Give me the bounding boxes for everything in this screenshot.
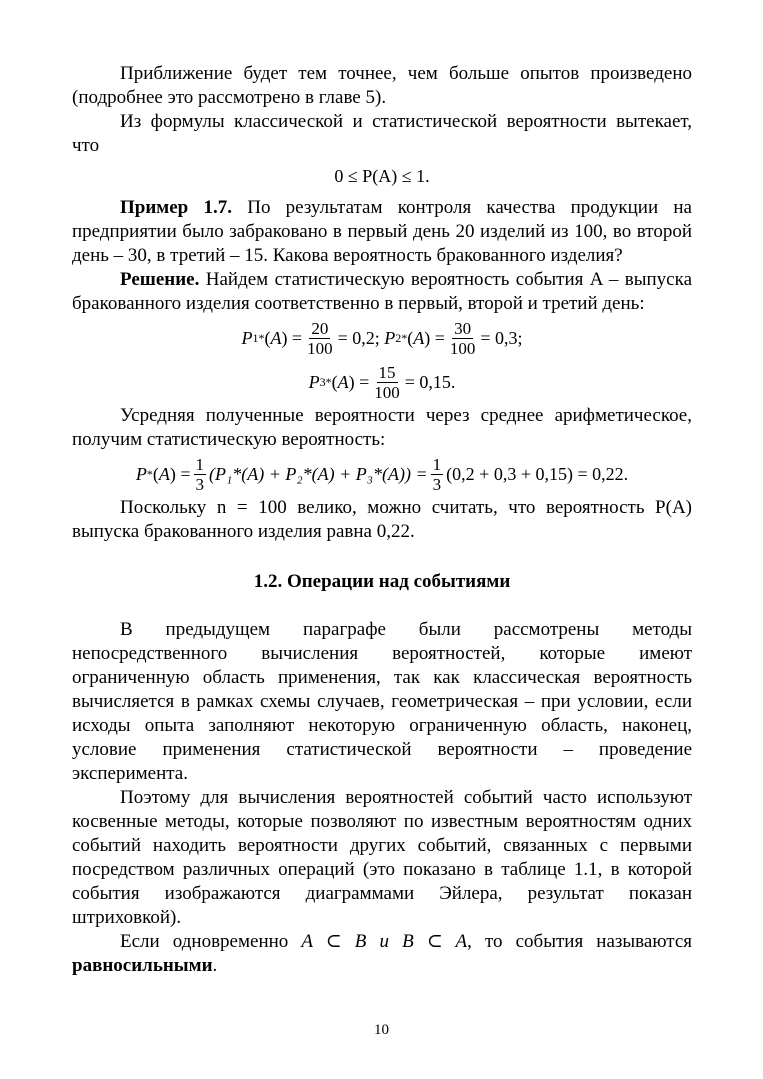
paragraph-conclusion: Поскольку n = 100 велико, можно считать, что вероятность P(A) выпуска бракованного изделия равна 0,22.	[72, 497, 692, 542]
example-label: Пример 1.7.	[120, 197, 232, 218]
p3-symbol: P	[308, 371, 320, 392]
page-body	[72, 62, 692, 978]
paragraph-formula-intro: Из формулы классической и статистической вероятности вытекает, что	[72, 111, 692, 156]
p1-symbol: P	[241, 327, 253, 348]
example-text: По результатам контроля качества продукции на предприятии было забраковано в первый день 20 изделий из 100, во второй день – 30, в третий – 15. Какова вероятность бракованного изделия?	[72, 197, 692, 266]
avg-symbol: P	[135, 463, 147, 484]
paragraph-equivalent: Если одновременно A ⊂ B и B ⊂ A, то события называются равносильными.	[72, 931, 692, 976]
equivalence-condition: A ⊂ B и B ⊂ A	[301, 931, 468, 952]
p2-result: = 0,3;	[480, 327, 523, 348]
avg-values: (0,2 + 0,3 + 0,15) = 0,22.	[446, 463, 629, 484]
avg-fraction-2: $\frac{1}{3}$	[432, 454, 442, 494]
formula-p1-p2: P 1 * ( A ) = $\frac{20}{100}$ = 0,2; P 2 * ( A ) = $\frac{30}{100}$ = 0,3;	[241, 318, 523, 358]
formula-p3: P 3 * ( A ) = $\frac{15}{100}$ = 0,15.	[308, 362, 456, 402]
paragraph-solution	[72, 268, 692, 316]
paragraph-example	[72, 196, 692, 268]
p2-symbol: P	[384, 327, 396, 348]
solution-label: Решение.	[120, 269, 200, 290]
term-equivalent: равносильными	[72, 955, 213, 976]
p1-result: = 0,2;	[337, 327, 380, 348]
p3-fraction: $\frac{15}{100}$	[374, 362, 400, 402]
paragraph-methods: В предыдущем параграфе были рассмотрены методы непосредственного вычисления вероятностей, которые имеют ограниченную область применения, так как классическая вероятность вычисляется в рамках схемы случаев, геометрическая – при условии, если исходы опыта заполняют некоторую ограниченную область, наконец, условие применения статистической вероятности – проведение эксперимента.	[72, 619, 692, 784]
p1-fraction: $\frac{20}{100}$	[307, 318, 333, 358]
formula-probability-bounds: 0 ≤ P(A) ≤ 1.	[334, 166, 430, 186]
section-heading: 1.2. Операции над событиями	[253, 571, 511, 592]
avg-fraction-1: $\frac{1}{3}$	[195, 454, 205, 494]
formula-average: P * ( A ) = $\frac{1}{3}$ (P₁*(A) + P₂*(A) + P₃*(A)) = $\frac{1}{3}$ (0,2 + 0,3 + 0,15) = 0,22.	[135, 454, 629, 494]
avg-sum: (P₁*(A) + P₂*(A) + P₃*(A)) =	[209, 463, 428, 484]
paragraph-indirect-methods: Поэтому для вычисления вероятностей событий часто используют косвенные методы, которые позволяют по известным вероятностям одних событий находить вероятности других событий, связанных с первыми посредством различных операций (это показано в таблице 1.1, в которой события изображаются диаграммами Эйлера, результат показан штриховкой).	[72, 787, 692, 928]
page-number: 10	[374, 1022, 389, 1038]
p2-fraction: $\frac{30}{100}$	[449, 318, 476, 358]
paragraph-averaging: Усредняя полученные вероятности через среднее арифметическое, получим статистическую вероятность:	[72, 405, 692, 450]
paragraph-approximation: Приближение будет тем точнее, чем больше опытов произведено (подробнее это рассмотрено в главе 5).	[72, 63, 692, 108]
solution-text: Найдем статистическую вероятность события A – выпуска бракованного изделия соответственно в первый, второй и третий день:	[72, 269, 692, 314]
p3-result: = 0,15.	[404, 371, 456, 392]
